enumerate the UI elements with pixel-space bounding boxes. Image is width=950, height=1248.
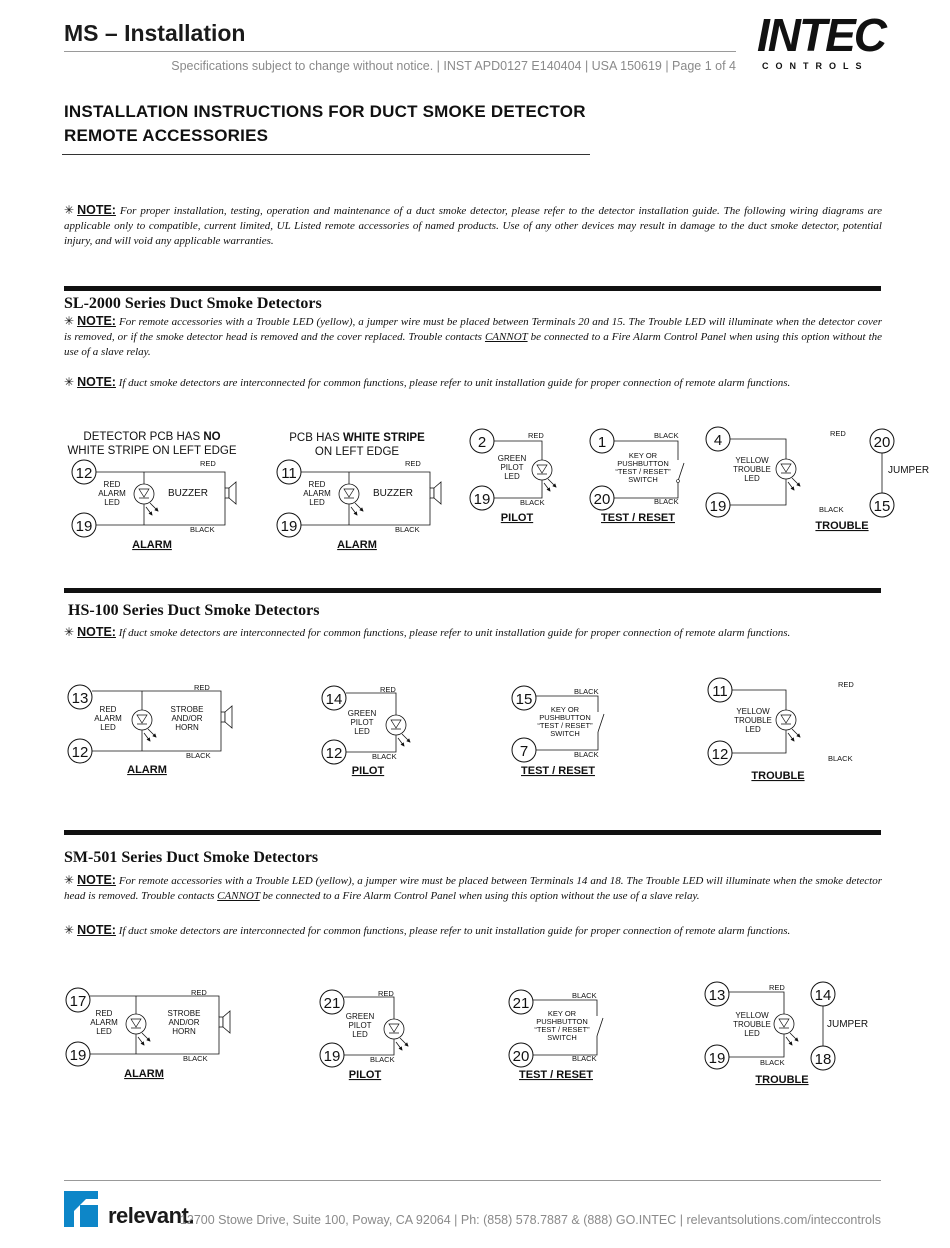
svg-text:GREEN: GREEN [347, 709, 377, 718]
svg-text:21: 21 [512, 995, 530, 1012]
svg-text:RED: RED [194, 683, 210, 692]
svg-text:TEST / RESET: TEST / RESET [519, 1069, 593, 1081]
svg-text:PILOT: PILOT [500, 512, 534, 524]
svg-text:RED: RED [838, 680, 854, 689]
svg-text:YELLOW: YELLOW [735, 456, 769, 465]
section-title-hs100: HS-100 Series Duct Smoke Detectors [68, 602, 320, 619]
svg-text:13: 13 [708, 987, 726, 1004]
svg-text:19: 19 [323, 1048, 341, 1065]
svg-text:AND/OR: AND/OR [168, 1018, 200, 1027]
sl2000-diagrams [60, 425, 930, 565]
svg-text:BLACK: BLACK [574, 687, 599, 696]
svg-text:HORN: HORN [172, 1027, 196, 1036]
sl2000-note-2 [64, 375, 882, 391]
svg-text:PILOT: PILOT [350, 718, 374, 727]
note-text: For remote accessories with a Trouble LED (yellow), a jumper wire must be placed between Terminals 14 and 18. The Trouble LED will illuminate when the smoke detector head is removed. Trouble contacts [64, 875, 882, 902]
svg-text:RED: RED [830, 429, 846, 438]
note-text: For remote accessories with a Trouble LED (yellow), a jumper wire must be placed between Terminals 20 and 15. The Trouble LED will illuminate when the detector cover is removed, or if the smoke detector head is removed and the cover replaced. Trouble contacts [64, 316, 882, 343]
note-label: NOTE: [77, 375, 116, 389]
terminal-number: 12 [75, 465, 93, 482]
svg-text:PILOT: PILOT [348, 1069, 382, 1081]
caption: DETECTOR PCB HAS NO [83, 431, 221, 443]
svg-text:LED: LED [744, 474, 760, 483]
svg-text:11: 11 [712, 683, 728, 700]
svg-text:21: 21 [323, 995, 341, 1012]
asterisk-icon: ✳ [64, 923, 75, 937]
caption: WHITE STRIPE ON LEFT EDGE [67, 445, 237, 457]
svg-text:LED: LED [100, 723, 116, 732]
note-label: NOTE: [77, 625, 116, 639]
asterisk-icon: ✳ [64, 203, 75, 217]
section-divider [64, 588, 881, 593]
svg-text:TROUBLE: TROUBLE [733, 465, 771, 474]
svg-text:BLACK: BLACK [186, 751, 211, 760]
note-text: be connected to a Fire Alarm Control Panel when using this option without the use of a slave relay. [64, 331, 883, 358]
svg-text:TROUBLE: TROUBLE [751, 770, 805, 782]
svg-text:LED: LED [354, 727, 370, 736]
svg-text:19: 19 [473, 491, 491, 508]
switch-icon [597, 1018, 603, 1036]
svg-text:20: 20 [593, 491, 611, 508]
svg-text:12: 12 [71, 744, 89, 761]
svg-text:GREEN: GREEN [497, 454, 527, 463]
footer-divider [64, 1180, 881, 1181]
title-underline [62, 154, 590, 155]
svg-text:HORN: HORN [175, 723, 199, 732]
svg-text:BLACK: BLACK [760, 1058, 785, 1067]
svg-text:GREEN: GREEN [345, 1012, 375, 1021]
svg-text:PUSHBUTTON: PUSHBUTTON [617, 459, 669, 468]
hs-pilot-diagram [322, 685, 410, 777]
switch-icon [678, 463, 684, 481]
svg-text:18: 18 [814, 1051, 832, 1068]
svg-text:LED: LED [744, 1029, 760, 1038]
asterisk-icon: ✳ [64, 314, 75, 328]
sm501-diagrams [64, 982, 884, 1092]
svg-text:2: 2 [477, 434, 487, 451]
note-text: be connected to a Fire Alarm Control Panel when using this option without the use of a slave relay. [259, 890, 700, 902]
svg-text:17: 17 [69, 993, 87, 1010]
svg-text:BLACK: BLACK [828, 754, 853, 763]
asterisk-icon: ✳ [64, 873, 75, 887]
note-label: NOTE: [77, 873, 116, 887]
svg-text:RED: RED [191, 988, 207, 997]
sm-alarm-diagram [66, 988, 230, 1080]
svg-text:BLACK: BLACK [572, 1054, 597, 1063]
buzzer-icon [430, 488, 434, 498]
svg-text:BLACK: BLACK [572, 991, 597, 1000]
hs-alarm-diagram [68, 683, 232, 776]
svg-text:13: 13 [71, 690, 89, 707]
horn-icon [219, 1017, 223, 1027]
sl-test-reset-diagram [590, 429, 684, 524]
note-emphasis: CANNOT [217, 890, 260, 902]
header-divider [64, 51, 736, 52]
svg-text:BLACK: BLACK [372, 752, 397, 761]
logo-wordmark: INTEC [757, 9, 885, 61]
svg-text:“TEST / RESET”: “TEST / RESET” [534, 1025, 590, 1034]
note-label: NOTE: [77, 923, 116, 937]
sm-trouble-diagram [705, 982, 868, 1086]
svg-text:YELLOW: YELLOW [735, 1011, 769, 1020]
svg-text:ALARM: ALARM [132, 539, 172, 551]
note-text: For proper installation, testing, operation and maintenance of a duct smoke detector, please refer to the detector installation guide. The following wiring diagrams are applicable only to compatible, current limited, UL Listed remote accessories of named products. Use of any other devices may result in damage to the duct smoke detector, potential injury, and will void any applicable warranties. [64, 205, 882, 247]
svg-text:ALARM: ALARM [337, 539, 377, 551]
section-divider [64, 830, 881, 835]
hs100-diagrams [66, 678, 886, 788]
svg-text:ALARM: ALARM [98, 489, 126, 498]
svg-text:SWITCH: SWITCH [550, 729, 580, 738]
svg-text:RED: RED [380, 685, 396, 694]
horn-icon [221, 712, 225, 722]
svg-text:BLACK: BLACK [190, 525, 215, 534]
asterisk-icon: ✳ [64, 625, 75, 639]
svg-text:TROUBLE: TROUBLE [734, 716, 772, 725]
buzzer-icon [225, 488, 229, 498]
svg-text:ALARM: ALARM [124, 1068, 164, 1080]
led-symbol [134, 484, 154, 504]
sl-trouble-diagram [706, 427, 929, 532]
svg-text:KEY OR: KEY OR [550, 705, 580, 714]
svg-text:RED: RED [405, 459, 421, 468]
svg-text:15: 15 [873, 498, 891, 515]
svg-text:PILOT: PILOT [500, 463, 524, 472]
svg-text:PILOT: PILOT [348, 1021, 372, 1030]
svg-text:BLACK: BLACK [370, 1055, 395, 1064]
svg-text:19: 19 [69, 1047, 87, 1064]
sl-alarm2-diagram [277, 432, 441, 551]
note-text: If duct smoke detectors are interconnected for common functions, please refer to unit installation guide for proper connection of remote alarm functions. [118, 925, 791, 937]
svg-text:PILOT: PILOT [351, 765, 385, 777]
svg-text:RED: RED [200, 459, 216, 468]
svg-text:BLACK: BLACK [654, 431, 679, 440]
sl2000-note-1 [64, 314, 882, 360]
spec-line: Specifications subject to change without notice. | INST APD0127 E140404 | USA 150619 | Page 1 of 4 [171, 59, 736, 73]
svg-text:SWITCH: SWITCH [547, 1033, 577, 1042]
svg-text:RED: RED [308, 480, 326, 489]
svg-text:LED: LED [96, 1027, 112, 1036]
note-text: If duct smoke detectors are interconnected for common functions, please refer to unit installation guide for proper connection of remote alarm functions. [118, 377, 791, 389]
svg-text:SWITCH: SWITCH [628, 475, 658, 484]
hs-trouble-diagram [708, 678, 854, 782]
sl-alarm1-diagram [67, 431, 236, 551]
svg-text:BLACK: BLACK [654, 497, 679, 506]
svg-text:STROBE: STROBE [167, 1009, 201, 1018]
terminal-number: 19 [75, 518, 93, 535]
svg-text:PUSHBUTTON: PUSHBUTTON [539, 713, 591, 722]
svg-text:BLACK: BLACK [819, 505, 844, 514]
svg-text:AND/OR: AND/OR [171, 714, 203, 723]
document-title [64, 100, 586, 148]
svg-text:TEST / RESET: TEST / RESET [521, 765, 595, 777]
svg-text:19: 19 [280, 518, 298, 535]
svg-text:15: 15 [515, 691, 533, 708]
sl-pilot-diagram [470, 429, 556, 524]
title-line-1: INSTALLATION INSTRUCTIONS FOR DUCT SMOKE DETECTOR [64, 102, 586, 121]
svg-text:LED: LED [309, 498, 325, 507]
note-text: If duct smoke detectors are interconnected for common functions, please refer to unit installation guide for proper connection of remote alarm functions. [118, 627, 791, 639]
note-label: NOTE: [77, 314, 116, 328]
svg-text:TROUBLE: TROUBLE [733, 1020, 771, 1029]
svg-text:LED: LED [352, 1030, 368, 1039]
svg-text:JUMPER: JUMPER [888, 465, 930, 476]
svg-text:“TEST / RESET”: “TEST / RESET” [537, 721, 593, 730]
svg-text:KEY OR: KEY OR [547, 1009, 577, 1018]
sm501-note-2 [64, 923, 882, 939]
svg-text:BLACK: BLACK [574, 750, 599, 759]
svg-text:BUZZER: BUZZER [373, 488, 413, 499]
page-title: MS – Installation [64, 20, 246, 46]
title-line-2: REMOTE ACCESSORIES [64, 126, 269, 145]
svg-text:1: 1 [597, 434, 607, 451]
intro-note [64, 203, 882, 249]
svg-text:KEY OR: KEY OR [628, 451, 658, 460]
svg-text:YELLOW: YELLOW [736, 707, 770, 716]
svg-text:ALARM: ALARM [127, 764, 167, 776]
asterisk-icon: ✳ [64, 375, 75, 389]
svg-text:BLACK: BLACK [183, 1054, 208, 1063]
caption: PCB HAS WHITE STRIPE [289, 432, 425, 444]
svg-text:20: 20 [873, 434, 891, 451]
svg-text:RED: RED [95, 1009, 113, 1018]
svg-text:LED: LED [745, 725, 761, 734]
svg-text:JUMPER: JUMPER [827, 1019, 869, 1030]
hs100-note [64, 625, 882, 641]
svg-text:LED: LED [504, 472, 520, 481]
svg-text:ALARM: ALARM [90, 1018, 118, 1027]
relevant-wordmark: relevant. [108, 1203, 194, 1228]
logo-subtitle: CONTROLS [762, 61, 869, 71]
svg-text:7: 7 [519, 743, 529, 760]
svg-text:TEST / RESET: TEST / RESET [601, 512, 675, 524]
svg-text:RED: RED [378, 989, 394, 998]
hs-test-reset-diagram [512, 686, 604, 777]
svg-text:LED: LED [104, 498, 120, 507]
svg-text:BLACK: BLACK [395, 525, 420, 534]
svg-text:4: 4 [713, 432, 723, 449]
svg-text:“TEST / RESET”: “TEST / RESET” [615, 467, 671, 476]
svg-text:ALARM: ALARM [94, 714, 122, 723]
svg-text:12: 12 [711, 746, 729, 763]
svg-text:11: 11 [281, 465, 297, 482]
svg-text:TROUBLE: TROUBLE [815, 520, 869, 532]
svg-text:19: 19 [708, 1050, 726, 1067]
svg-text:19: 19 [709, 498, 727, 515]
section-title-sm501: SM-501 Series Duct Smoke Detectors [64, 849, 319, 866]
svg-text:STROBE: STROBE [170, 705, 204, 714]
svg-text:BLACK: BLACK [520, 498, 545, 507]
svg-text:TROUBLE: TROUBLE [755, 1074, 809, 1086]
svg-text:14: 14 [814, 987, 832, 1004]
svg-text:RED: RED [528, 431, 544, 440]
note-emphasis: CANNOT [484, 331, 528, 343]
section-divider [64, 286, 881, 291]
switch-icon [598, 714, 604, 732]
sm-test-reset-diagram [509, 990, 603, 1081]
intec-logo [757, 9, 885, 74]
sm-pilot-diagram [320, 989, 408, 1081]
svg-text:20: 20 [512, 1048, 530, 1065]
svg-text:14: 14 [325, 691, 343, 708]
svg-text:RED: RED [99, 705, 117, 714]
svg-text:RED: RED [769, 983, 785, 992]
note-label: NOTE: [77, 203, 116, 217]
svg-text:RED: RED [103, 480, 121, 489]
caption: ON LEFT EDGE [314, 446, 400, 458]
section-title-sl2000: SL-2000 Series Duct Smoke Detectors [64, 295, 322, 312]
svg-text:ALARM: ALARM [303, 489, 331, 498]
svg-text:BUZZER: BUZZER [168, 488, 208, 499]
footer-contact: 12700 Stowe Drive, Suite 100, Poway, CA 92064 | Ph: (858) 578.7887 & (888) GO.INTEC | relevantsolutions.com/inteccontrols [179, 1213, 881, 1227]
sm501-note-1 [64, 873, 882, 904]
svg-text:PUSHBUTTON: PUSHBUTTON [536, 1017, 588, 1026]
svg-text:12: 12 [325, 745, 343, 762]
